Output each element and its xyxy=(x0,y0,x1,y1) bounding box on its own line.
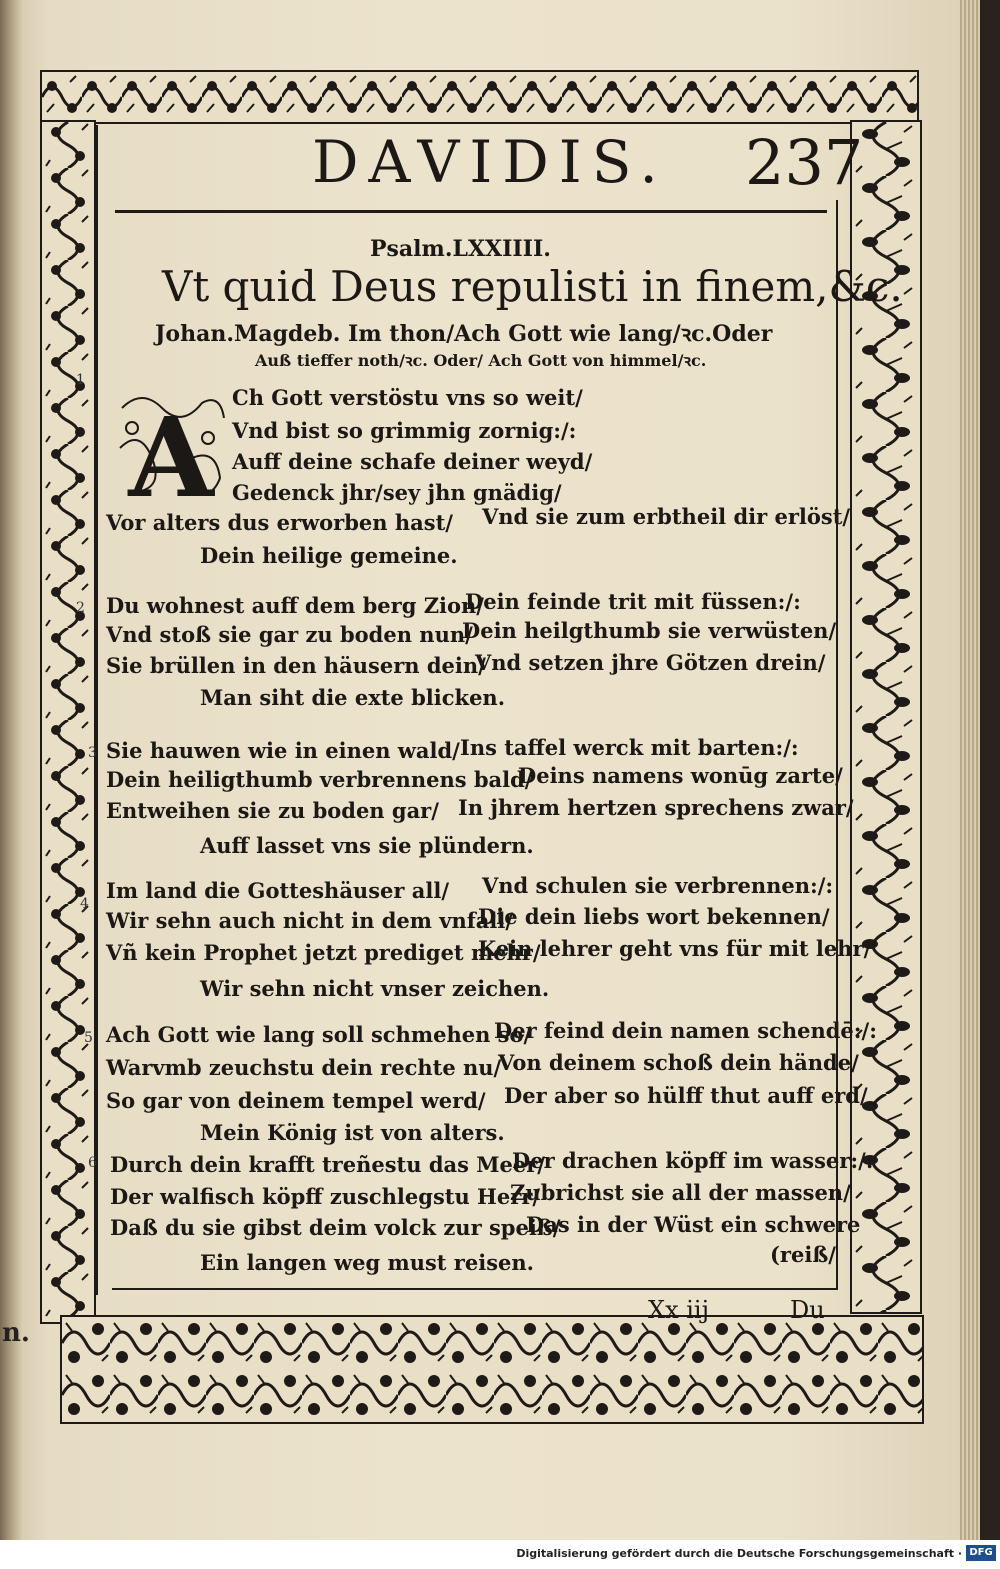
ornament-border-bottom xyxy=(60,1315,924,1424)
verse-line: Warvmb zeuchstu dein rechte nu/ xyxy=(106,1055,502,1080)
verse-line-right: Dein heilgthumb sie verwüsten/ xyxy=(462,618,837,643)
stanza-closing: Man siht die exte blicken. xyxy=(200,685,506,710)
book-spine xyxy=(0,0,22,1540)
stanza-number: 2 xyxy=(76,600,85,616)
verse-line: Gedenck jhr/sey jhn gnädig/ xyxy=(232,480,562,505)
footer-credit: Digitalisierung gefördert durch die Deutsche Forschungsgemeinschaft · xyxy=(516,1547,962,1560)
tune-note-line2: Auß tieffer noth/ꝛc. Oder/ Ach Gott von himmel/ꝛc. xyxy=(255,351,707,370)
verse-line: So gar von deinem tempel werd/ xyxy=(106,1088,486,1113)
verse-line: Ach Gott wie lang soll schmehen so/ xyxy=(106,1022,532,1047)
svg-text:A: A xyxy=(128,393,214,508)
verse-line-right: Von deinem schoß dein hände/ xyxy=(498,1050,859,1075)
verse-line: Entweihen sie zu boden gar/ xyxy=(106,798,439,823)
footer-rule xyxy=(112,1288,838,1290)
verse-line-right: In jhrem hertzen sprechens zwar/ xyxy=(458,795,854,820)
verse-line-right: Vnd schulen sie verbrennen:/: xyxy=(482,873,834,898)
verse-line: Sie brüllen in den häusern dein/ xyxy=(106,653,486,678)
stanza-closing: Auff lasset vns sie plündern. xyxy=(200,833,534,858)
verse-line-right: Kein lehrer geht vns für mit lehr/ xyxy=(478,936,872,961)
verse-line-right: Die dein liebs wort bekennen/ xyxy=(478,904,830,929)
stanza-number: 6 xyxy=(88,1155,97,1171)
verse-line: Ch Gott verstöstu vns so weit/ xyxy=(232,385,583,410)
verse-line-right: Vnd setzen jhre Götzen drein/ xyxy=(475,650,826,675)
verse-line: Durch dein krafft treñestu das Meer/ xyxy=(110,1152,545,1177)
latin-incipit: Vt quid Deus repulisti in finem,&c. xyxy=(162,262,903,311)
verse-line-right: Der drachen köpff im wasser:/: xyxy=(512,1148,874,1173)
verse-line: Der walfisch köpff zuschlegstu Herr/ xyxy=(110,1184,541,1209)
verse-line: Dein heiligthumb verbrennens bald/ xyxy=(106,767,533,792)
stanza-number: 4 xyxy=(80,896,89,912)
ornament-border-top xyxy=(40,70,919,124)
stanza-closing: Ein langen weg must reisen. xyxy=(200,1250,534,1275)
stanza-closing: Dein heilige gemeine. xyxy=(200,543,458,568)
verse-line-right: Ins taffel werck mit barten:/: xyxy=(460,735,799,760)
tune-note-line1: Johan.Magdeb. Im thon/Ach Gott wie lang/ꝛc.Oder xyxy=(155,321,773,347)
stanza-number: 1 xyxy=(76,372,85,388)
page-edges xyxy=(960,0,980,1540)
verse-line: Du wohnest auff dem berg Zion/ xyxy=(106,593,484,618)
stanza-closing: Wir sehn nicht vnser zeichen. xyxy=(200,976,550,1001)
verse-line-right: Das in der Wüst ein schwere xyxy=(526,1212,861,1237)
page-number: 237 xyxy=(745,126,864,199)
running-head: DAVIDIS. xyxy=(312,128,668,196)
inner-frame-right xyxy=(836,200,838,1290)
verse-line-right: Der feind dein namen schendē:/: xyxy=(494,1018,877,1043)
psalm-number: Psalm.LXXIIII. xyxy=(370,236,551,262)
inner-frame-left xyxy=(96,125,98,1295)
stanza-closing-turnover: (reiß/ xyxy=(770,1242,836,1267)
verse-line: Wir sehn auch nicht in dem vnfall/ xyxy=(106,908,514,933)
facing-page-fragment: n. xyxy=(2,1318,30,1348)
verse-line: Vñ kein Prophet jetzt prediget mehr/ xyxy=(106,940,541,965)
verse-line-right: Vnd sie zum erbtheil dir erlöst/ xyxy=(482,504,851,529)
stanza-number: 3 xyxy=(88,745,97,761)
verse-line: Auff deine schafe deiner weyd/ xyxy=(232,449,593,474)
ornament-border-left xyxy=(40,120,96,1324)
verse-line: Vnd stoß sie gar zu boden nun/ xyxy=(106,622,473,647)
digitization-footer xyxy=(0,1540,1000,1569)
signature-mark: Xx iij xyxy=(648,1296,710,1324)
verse-line: Sie hauwen wie in einen wald/ xyxy=(106,738,460,763)
verse-line-right: Deins namens wonūg zarte/ xyxy=(518,763,843,788)
verse-line: Vor alters dus erworben hast/ xyxy=(106,510,453,535)
verse-line: Vnd bist so grimmig zornig:/: xyxy=(232,418,577,443)
verse-line-right: Dein feinde trit mit füssen:/: xyxy=(465,589,801,614)
dfg-logo: DFG xyxy=(966,1545,996,1561)
decorated-initial xyxy=(112,388,230,508)
verse-line: Daß du sie gibst deim volck zur speiß/ xyxy=(110,1215,561,1240)
stanza-closing: Mein König ist von alters. xyxy=(200,1120,505,1145)
verse-line-right: Der aber so hülff thut auff erd/ xyxy=(504,1083,868,1108)
verse-line: Im land die Gotteshäuser all/ xyxy=(106,878,449,903)
catchword: Du xyxy=(790,1296,825,1324)
stanza-number: 5 xyxy=(84,1030,93,1046)
verse-line-right: Zubrichst sie all der massen/ xyxy=(510,1180,851,1205)
header-rule xyxy=(115,210,827,213)
